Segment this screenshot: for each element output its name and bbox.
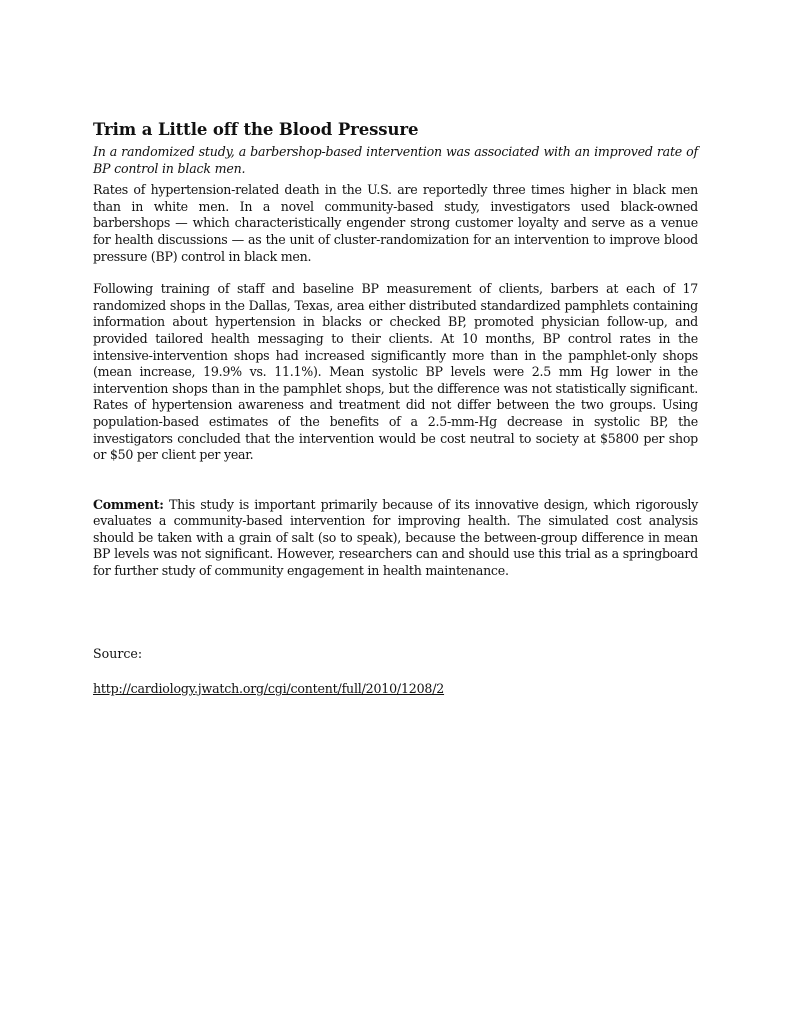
body-paragraph-1: Rates of hypertension-related death in the U.S. are reportedly three times higher in black men than in white men. In a novel community-based study, investigators used black-owned barbershops — which characteristically engender strong customer loyalty and serve as a venue for health discussions — as the unit of cluster-randomization for an intervention to improve blood pressure (BP) control in black men. <box>93 182 698 264</box>
source-link[interactable]: http://cardiology.jwatch.org/cgi/content/full/2010/1208/2 <box>93 681 445 697</box>
document-page <box>93 119 698 698</box>
body-paragraph-2: Following training of staff and baseline BP measurement of clients, barbers at each of 17 randomized shops in the Dallas, Texas, area either distributed standardized pamphlets containing information about hypertension in blacks or checked BP, promoted physician follow-up, and provided tailored health messaging to their clients. At 10 months, BP control rates in the intensive-intervention shops had increased significantly more than in the pamphlet-only shops (mean increase, 19.9% vs. 11.1%). Mean systolic BP levels were 2.5 mm Hg lower in the intervention shops than in the pamphlet shops, but the difference was not statistically significant. Rates of hypertension awareness and treatment did not differ between the two groups. Using population-based estimates of the benefits of a 2.5-mm-Hg decrease in systolic BP, the investigators concluded that the intervention would be cost neutral to society at $5800 per shop or $50 per client per year. <box>93 281 698 463</box>
section-spacer <box>93 580 698 646</box>
paragraph-spacer <box>93 464 698 497</box>
article-subtitle: In a randomized study, a barbershop-based intervention was associated with an improved rate of BP control in black men. <box>93 144 698 176</box>
article-title: Trim a Little off the Blood Pressure <box>93 120 419 139</box>
paragraph-spacer <box>93 265 698 281</box>
paragraph-spacer <box>93 662 698 678</box>
comment-paragraph <box>93 497 698 580</box>
comment-label: Comment: <box>93 496 164 512</box>
source-label: Source: <box>93 645 143 661</box>
comment-text: This study is important primarily because of its innovative design, which rigorously evaluates a community-based intervention for improving health. The simulated cost analysis should be taken with a grain of salt (so to speak), because the between-group difference in mean BP levels was not significant. However, researchers can and should use this trial as a springboard for further study of community engagement in health maintenance. <box>93 496 698 579</box>
